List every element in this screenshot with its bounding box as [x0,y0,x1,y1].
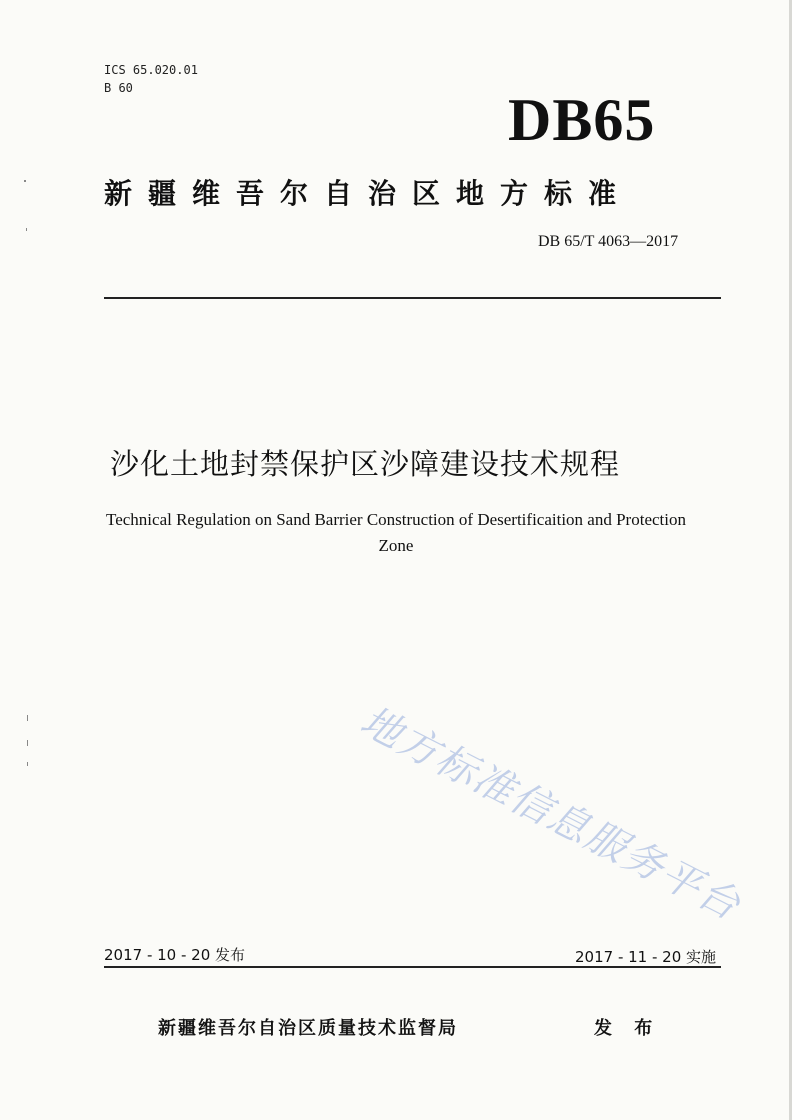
header-divider [104,297,721,299]
scan-speck [24,180,26,182]
scan-speck [27,715,28,721]
implementation-date: 2017 - 11 - 20 实施 [575,948,717,966]
standard-type-title: 新疆维吾尔自治区地方标准 [104,177,633,210]
issuing-authority: 新疆维吾尔自治区质量技术监督局 [158,1018,458,1039]
ics-code: ICS 65.020.01 [104,63,198,77]
watermark: 地方标准信息服务平台 [353,698,749,930]
ccs-code: B 60 [104,81,133,95]
title-en-line-2: Zone [378,536,414,555]
document-title-cn: 沙化土地封禁保护区沙障建设技术规程 [110,447,621,481]
standard-code-logo: DB65 [508,87,656,153]
scan-speck [27,762,28,766]
document-title-en [60,507,732,559]
issue-date: 2017 - 10 - 20 发布 [104,946,246,964]
standard-number: DB 65/T 4063—2017 [538,233,679,250]
footer-divider [104,966,721,968]
issue-label: 发 布 [594,1018,661,1039]
title-en-line-1: Technical Regulation on Sand Barrier Construction of Desertificaition and Protection [106,510,686,529]
scan-speck [26,228,27,231]
scan-speck [27,740,28,746]
